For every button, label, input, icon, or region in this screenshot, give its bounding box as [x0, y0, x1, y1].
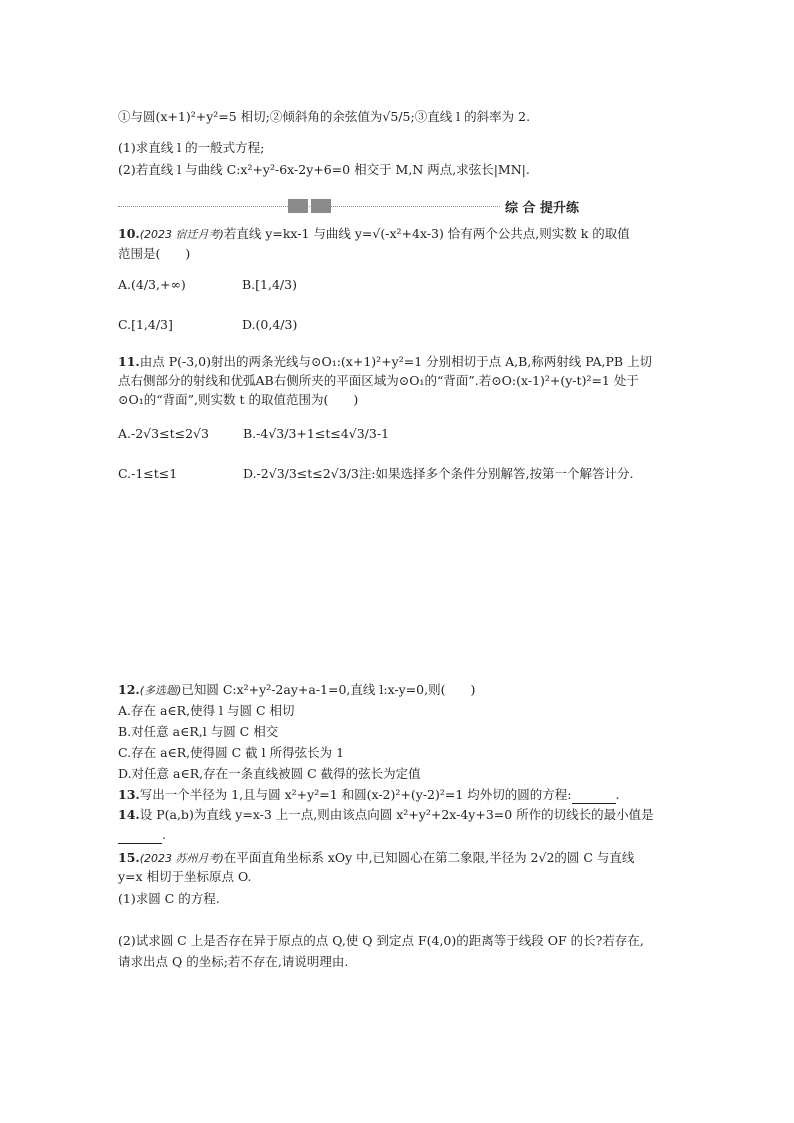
- question-source: (2023 苏州月考): [139, 852, 224, 865]
- section-marker-block: [288, 199, 308, 213]
- answer-blank-line: .: [118, 826, 166, 844]
- question-number: 11.: [118, 354, 140, 369]
- question-text: 若直线 y=kx-1 与曲线 y=√(-x²+4x-3) 恰有两个公共点,则实数 k 的取值: [223, 226, 630, 241]
- option-c: C.存在 a∈R,使得圆 C 截 l 所得弦长为 1: [118, 745, 345, 760]
- question-text: 在平面直角坐标系 xOy 中,已知圆心在第二象限,半径为 2√2的圆 C 与直线: [223, 850, 635, 865]
- dotted-rule: [330, 206, 500, 207]
- text-line: ①与圆(x+1)²+y²=5 相切;②倾斜角的余弦值为√5/5;③直线 l 的斜率为 2.: [118, 109, 531, 124]
- question-14: [118, 806, 654, 824]
- question-number: 12.: [118, 682, 140, 697]
- question-number: 10.: [118, 226, 140, 241]
- question-number: 14.: [118, 807, 140, 822]
- option-a: A.(4/3,+∞): [118, 277, 186, 292]
- text-line: ⊙O₁的“背面”,则实数 t 的取值范围为( ): [118, 392, 359, 407]
- question-11: [118, 353, 652, 371]
- text-line: (1)求圆 C 的方程.: [118, 891, 220, 906]
- question-number: 13.: [118, 787, 140, 802]
- question-10: [118, 225, 630, 244]
- question-text: 写出一个半径为 1,且与圆 x²+y²=1 和圆(x-2)²+(y-2)²=1 均外切的圆的方程:: [139, 787, 572, 802]
- question-12: [118, 681, 475, 700]
- option-b: B.-4√3/3+1≤t≤4√3/3-1: [243, 426, 390, 441]
- text-line: 请求出点 Q 的坐标;若不存在,请说明理由.: [118, 954, 349, 969]
- answer-blank: [572, 791, 616, 804]
- question-source: (2023 宿迁月考): [139, 228, 224, 241]
- text-line: (1)求直线 l 的一般式方程;: [118, 140, 265, 155]
- option-d: D.-2√3/3≤t≤2√3/3注:如果选择多个条件分别解答,按第一个解答计分.: [243, 466, 634, 481]
- question-source: (多选题): [139, 684, 182, 697]
- section-title: 综 合 提升练: [505, 201, 580, 216]
- question-number: 15.: [118, 850, 140, 865]
- question-15: [118, 849, 634, 868]
- option-b: B.[1,4/3): [242, 277, 297, 292]
- text-line: 点右侧部分的射线和优弧AB右侧所夹的平面区域为⊙O₁的“背面”.若⊙O:(x-1)²+(y-t)²=1 处于: [118, 373, 639, 388]
- question-text: 由点 P(-3,0)射出的两条光线与⊙O₁:(x+1)²+y²=1 分别相切于点 A,B,称两射线 PA,PB 上切: [139, 354, 653, 369]
- text-line: 范围是( ): [118, 246, 191, 261]
- text-line: y=x 相切于坐标原点 O.: [118, 869, 252, 884]
- option-c: C.-1≤t≤1: [118, 466, 178, 481]
- option-d: D.(0,4/3): [242, 317, 298, 332]
- question-text: 设 P(a,b)为直线 y=x-3 上一点,则由该点向圆 x²+y²+2x-4y+3=0 所作的切线长的最小值是: [139, 807, 654, 822]
- section-divider: [118, 197, 618, 217]
- option-c: C.[1,4/3]: [118, 317, 173, 332]
- option-a: A.-2√3≤t≤2√3: [118, 426, 209, 441]
- option-b: B.对任意 a∈R,l 与圆 C 相交: [118, 724, 279, 739]
- question-text: 已知圆 C:x²+y²-2ay+a-1=0,直线 l:x-y=0,则( ): [181, 682, 476, 697]
- question-13: 13.写出一个半径为 1,且与圆 x²+y²=1 和圆(x-2)²+(y-2)²=1 均外切的圆的方程: .: [118, 787, 620, 802]
- option-d: D.对任意 a∈R,存在一条直线被圆 C 截得的弦长为定值: [118, 766, 421, 781]
- option-a: A.存在 a∈R,使得 l 与圆 C 相切: [118, 703, 295, 718]
- answer-blank: [118, 831, 162, 844]
- text-line: (2)若直线 l 与曲线 C:x²+y²-6x-2y+6=0 相交于 M,N 两点,求弦长|MN|.: [118, 162, 530, 177]
- text-line: (2)试求圆 C 上是否存在异于原点的点 Q,使 Q 到定点 F(4,0)的距离等于线段 OF 的长?若存在,: [118, 933, 644, 948]
- section-marker-block: [311, 199, 331, 213]
